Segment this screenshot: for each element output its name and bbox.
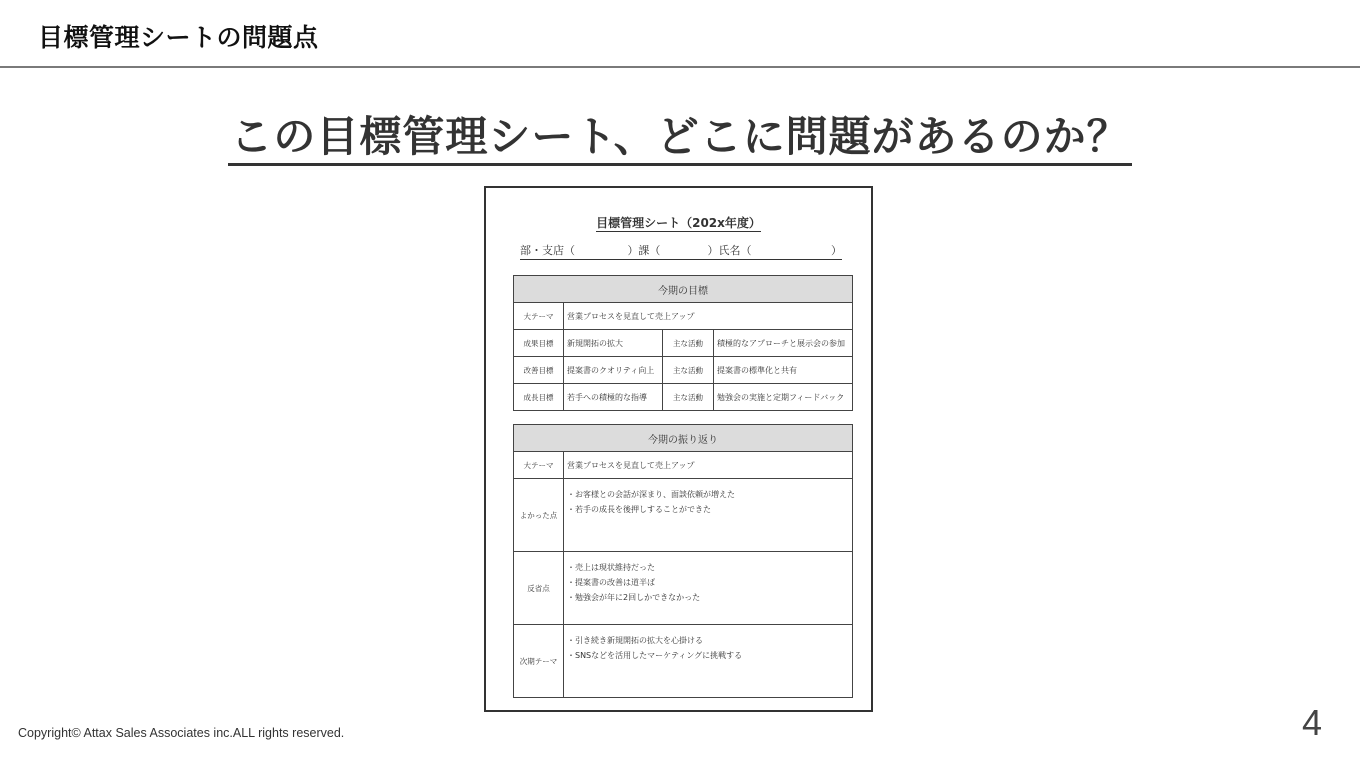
activity-value: 提案書の標準化と共有 <box>714 357 853 384</box>
copyright-text: Copyright© Attax Sales Associates inc.ALL rights reserved. <box>18 726 345 740</box>
goal-label: 改善目標 <box>514 357 564 384</box>
goal-value: 提案書のクオリティ向上 <box>564 357 663 384</box>
goal-sheet-image <box>484 186 873 712</box>
sheet-title: 目標管理シート（202x年度） <box>596 216 761 230</box>
title-divider <box>0 66 1360 68</box>
page-number: 4 <box>1301 702 1322 743</box>
review-lines <box>564 552 853 625</box>
goal-label: 成長目標 <box>514 384 564 411</box>
activity-label: 主な活動 <box>663 330 714 357</box>
review-line: ・お客様との会話が深まり、面談依頼が増えた <box>567 490 735 499</box>
field-name: ）氏名（ <box>707 244 752 257</box>
review-line: ・引き続き新規開拓の拡大を心掛ける <box>567 636 703 645</box>
table-row <box>514 384 853 411</box>
theme-value: 営業プロセスを見直して売上アップ <box>564 303 853 330</box>
review-table <box>513 424 853 698</box>
slide-title: 目標管理シートの問題点 <box>38 23 319 52</box>
review-label: 次期テーマ <box>514 625 564 698</box>
field-close: ） <box>831 244 843 257</box>
review-label: よかった点 <box>514 479 564 552</box>
goal-value: 新規開拓の拡大 <box>564 330 663 357</box>
headline <box>0 104 1360 164</box>
table-row <box>514 330 853 357</box>
review-label: 反省点 <box>514 552 564 625</box>
review-lines <box>564 479 853 552</box>
activity-label: 主な活動 <box>663 357 714 384</box>
activity-value: 勉強会の実施と定期フィードバック <box>714 384 853 411</box>
review-line: ・若手の成長を後押しすることができた <box>567 505 711 514</box>
theme-label: 大テーマ <box>514 303 564 330</box>
review-line: ・提案書の改善は道半ば <box>567 578 655 587</box>
table-row <box>514 552 853 625</box>
goal-label: 成果目標 <box>514 330 564 357</box>
table-row <box>514 303 853 330</box>
table-row <box>514 357 853 384</box>
headline-text: この目標管理シート、どこに問題があるのか？ <box>228 112 1131 166</box>
table-row <box>514 452 853 479</box>
sheet-fields <box>520 242 842 260</box>
review-header: 今期の振り返り <box>514 425 853 452</box>
review-line: ・SNSなどを活用したマーケティングに挑戦する <box>567 651 743 660</box>
table-row <box>514 479 853 552</box>
review-line: ・売上は現状維持だった <box>567 563 655 572</box>
goals-header: 今期の目標 <box>514 276 853 303</box>
field-branch: 部・支店（ <box>520 244 575 257</box>
review-lines <box>564 625 853 698</box>
activity-value: 積極的なアプローチと展示会の参加 <box>714 330 853 357</box>
goals-table <box>513 275 853 411</box>
theme-label: 大テーマ <box>514 452 564 479</box>
theme-value: 営業プロセスを見直して売上アップ <box>564 452 853 479</box>
table-row <box>514 625 853 698</box>
goal-value: 若手への積極的な指導 <box>564 384 663 411</box>
activity-label: 主な活動 <box>663 384 714 411</box>
field-section: ）課（ <box>627 244 661 257</box>
review-line: ・勉強会が年に2回しかできなかった <box>567 593 701 602</box>
